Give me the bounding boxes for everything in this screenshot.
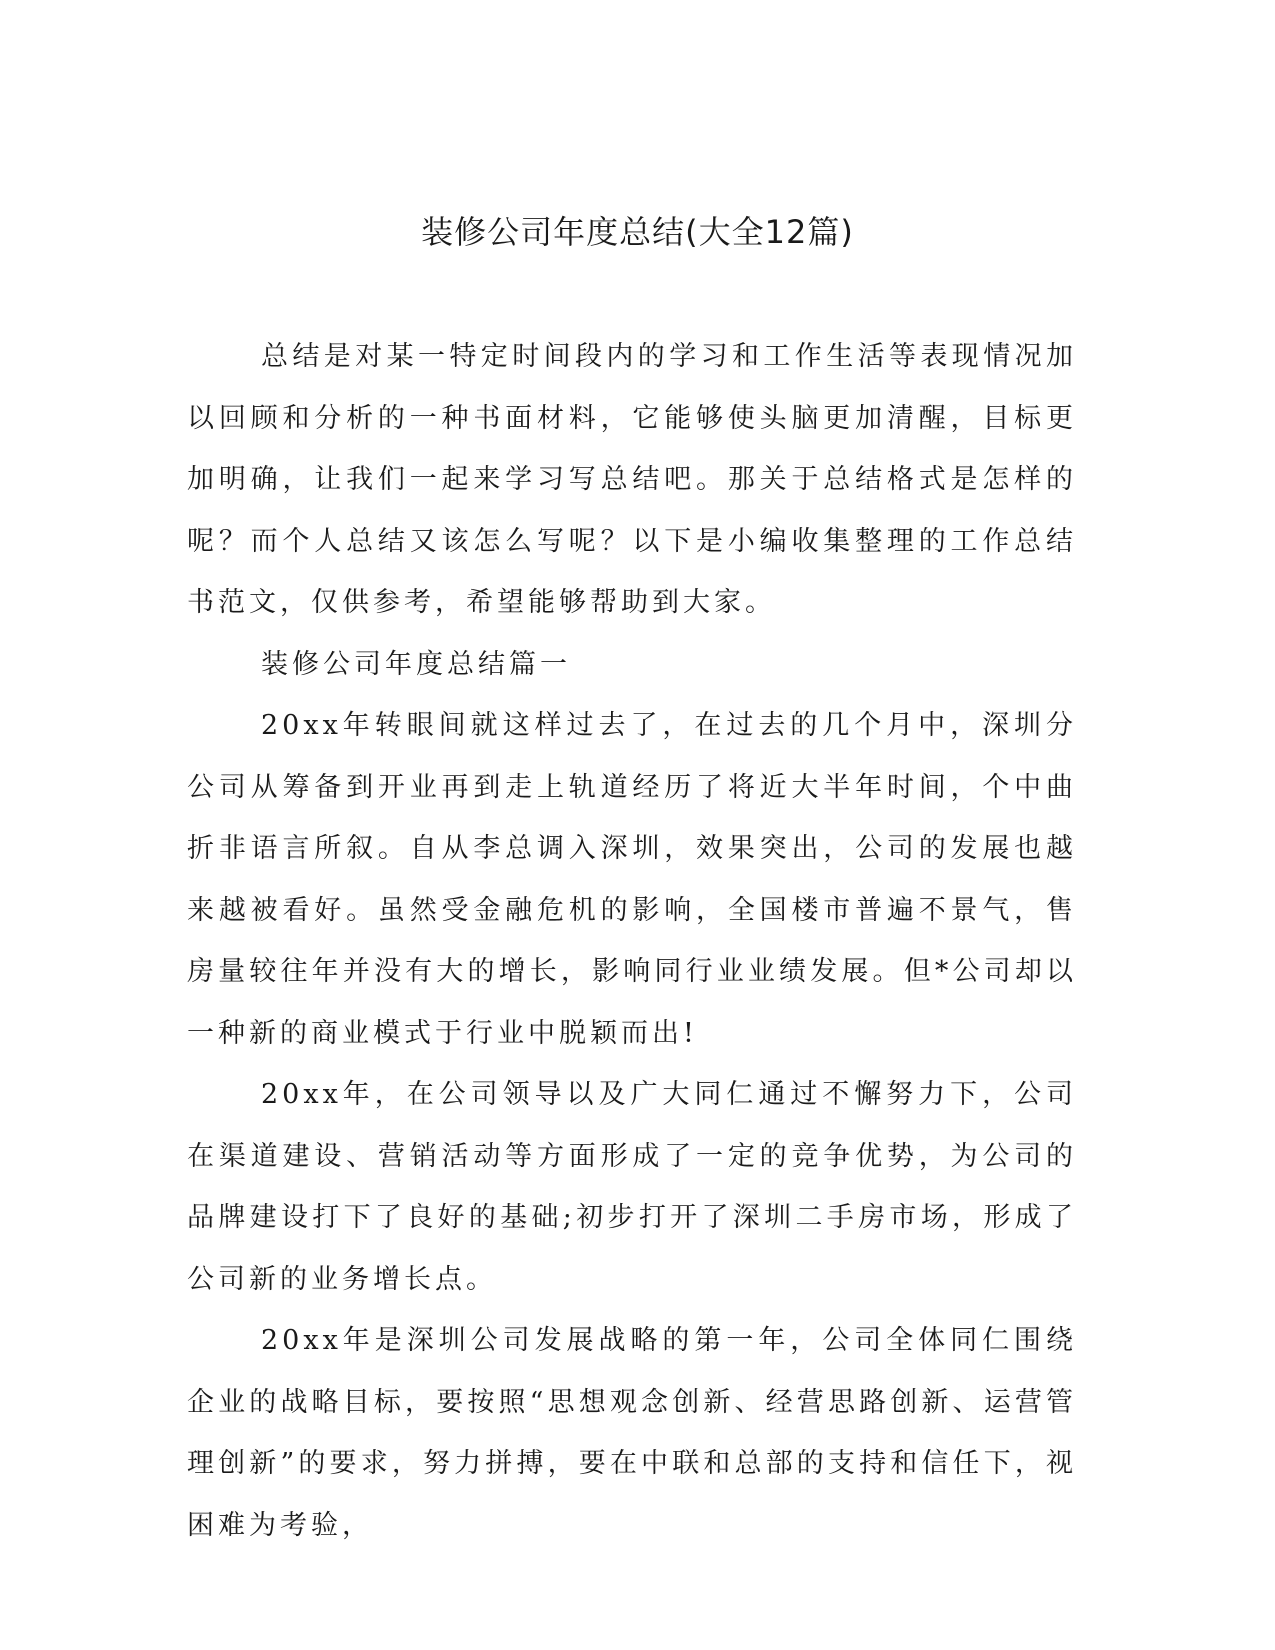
document-title: 装修公司年度总结(大全12篇) xyxy=(421,213,854,251)
document-body xyxy=(187,326,1077,1556)
section-heading: 装修公司年度总结篇一 xyxy=(261,648,571,680)
intro-paragraph: 总结是对某一特定时间段内的学习和工作生活等表现情况加以回顾和分析的一种书面材料，它能够使头脑更加清醒，目标更加明确，让我们一起来学习写总结吧。那关于总结格式是怎样的呢？而个人总结又该怎么写呢？以下是小编收集整理的工作总结书范文，仅供参考，希望能够帮助到大家。 xyxy=(187,341,1077,618)
body-paragraph: 20xx年是深圳公司发展战略的第一年，公司全体同仁围绕企业的战略目标，要按照“思想观念创新、经营思路创新、运营管理创新”的要求，努力拼搏，要在中联和总部的支持和信任下，视困难为考验， xyxy=(187,1325,1077,1541)
body-paragraph: 20xx年，在公司领导以及广大同仁通过不懈努力下，公司在渠道建设、营销活动等方面形成了一定的竞争优势，为公司的品牌建设打下了良好的基础;初步打开了深圳二手房市场，形成了公司新的业务增长点。 xyxy=(187,1079,1077,1295)
body-paragraph: 20xx年转眼间就这样过去了，在过去的几个月中，深圳分公司从筹备到开业再到走上轨道经历了将近大半年时间，个中曲折非语言所叙。自从李总调入深圳，效果突出，公司的发展也越来越被看好。虽然受金融危机的影响，全国楼市普遍不景气，售房量较往年并没有大的增长，影响同行业业绩发展。但*公司却以一种新的商业模式于行业中脱颖而出! xyxy=(187,710,1077,1049)
